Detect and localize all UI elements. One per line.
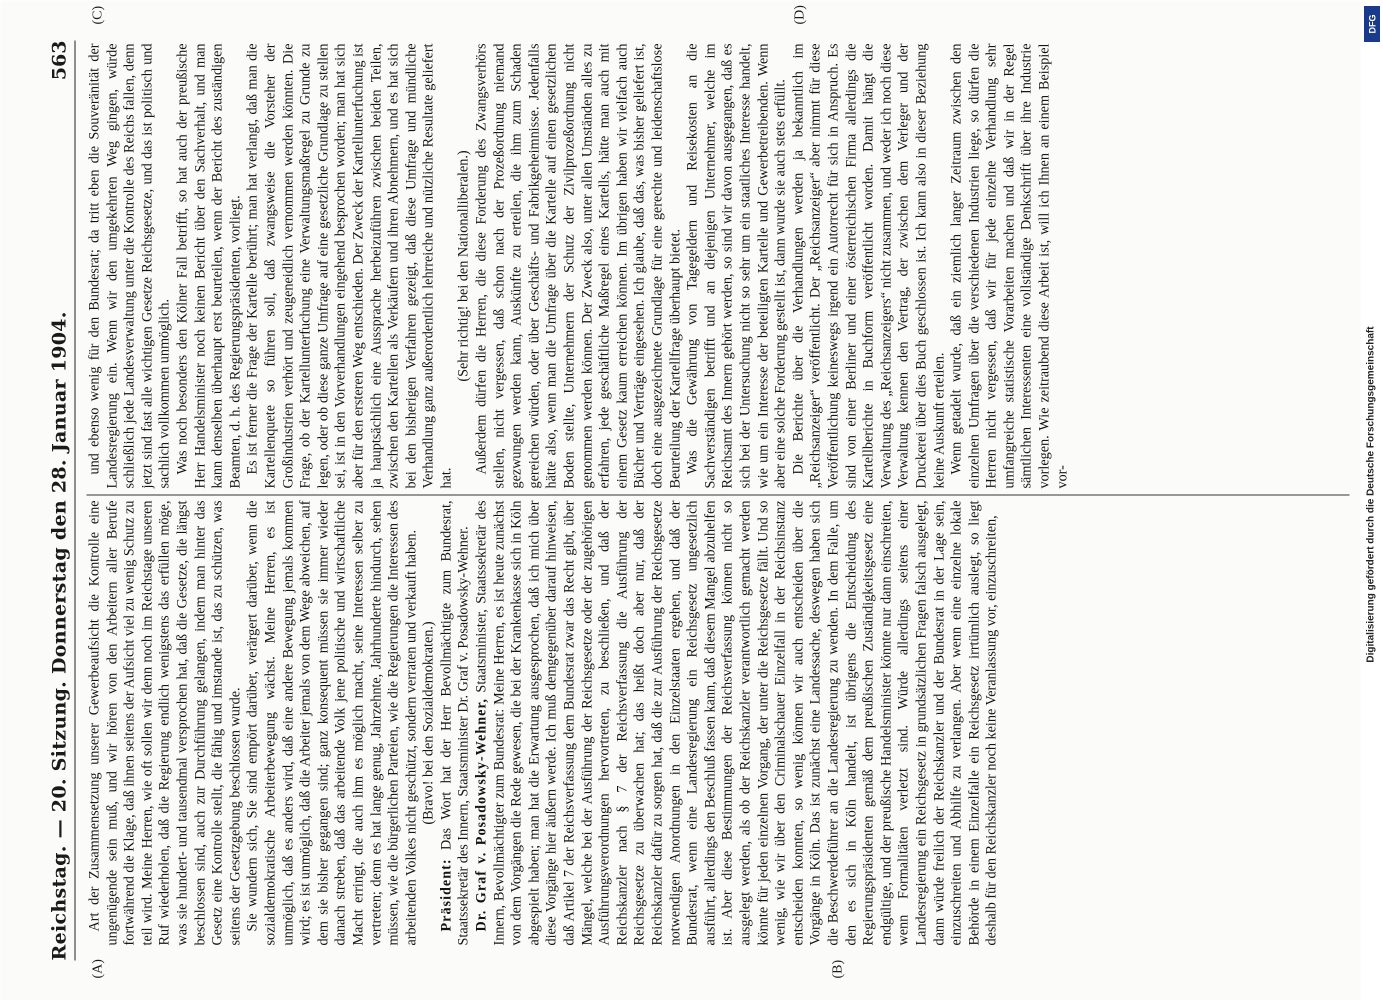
paragraph-text: Das Wort hat der Herr Bevollmächtigte zum Bundesrat, Staatssekretär des Innern, Staatsminister Dr. Graf v. Posadowsky-Wehner. (437, 500, 472, 945)
paragraph: und ebenso wenig für den Bundesrat; da tritt eben die Souveränität der Landesregierung ein. Wenn wir den umgekehrten Weg gingen, würde schließlich jede Landesverwaltung unter die Kontrolle des Reichs fallen, denn jetzt sind fast alle wichtigen Gesetze Reichsgesetze, und das ist politisch und sachlich vollkommen unmöglich. (86, 43, 173, 488)
paragraph: Außerdem dürfen die Herren, die diese Forderung des Zwangsverhörs stellen, nicht vergessen, daß schon nach der Prozeßordnung niemand gezwungen werden kann, Auskünfte zu erteilen, die ihm zum Schaden gereichen würden, oder über Geschäfts- und Fabrikgeheimnisse. Jedenfalls hätte also, wenn man die Umfrage über die Kartelle auf einen gesetzlichen Boden stellte, Unternehmern der Schutz der Zivilprozeßordnung nicht genommen werden können. Der Zweck also, unter allen Umständen alles zu erfahren, jede geschäftliche Maßregel eines Kartells, hätte man auch mit einem Gesetz kaum erreichen können. Im übrigen haben wir vielfach auch Bücher und Verträge eingesehen. Ich glaube, daß das, was bisher geliefert ist, doch eine ausgezeichnete Grundlage für eine gerechte und leidenschaftslose Beurteilung der Kartellfrage überhaupt bietet. (473, 43, 683, 488)
paragraph: Es ist ferner die Frage der Kartelle berührt; man hat verlangt, daß man die Kartellenquete so führen soll, daß zwangsweise die Vorsteher der Großindustrien verhört und zeugeneidlich vernommen werden könnten. Die Frage, ob der Kartellunterfuchung eine Verwaltungsmaßregel zu Grunde zu legen, oder ob diese ganze Umfrage auf eine gesetzliche Grundlage zu stellen sei, ist in den Vorverhandlungen eingehend besprochen worden; man hat sich aber für den ersteren Weg entschieden. Der Zweck der Kartellunterfuchung ist ja hauptsächlich eine Aussprache herbeizuführen zwischen beiden Teilen, zwischen den Kartellen als Verkäufern und ihren Abnehmern, und es hat sich bei den bisherigen Verfahren gezeigt, daß diese Umfrage und mündliche Verhandlung ganz außerordentlich lehrreiche und nützliche Resultate geliefert hat. (244, 43, 454, 488)
paragraph: Was noch besonders den Kölner Fall betrifft, so hat auch der preußische Herr Handelsminister noch keinen Bericht über den Sachverhalt, und man kann denselben überhaupt erst beurteilen, wenn der Bericht des zuständigen Beamten, d. h. des Regierungspräsidenten, vorliegt. (173, 43, 243, 488)
page-header (38, 40, 75, 960)
digitization-credit: Digitalisierung gefördert durch die Deutsche Forschungsgemeinschaft (1365, 326, 1377, 663)
margin-marker-a: (A) (90, 958, 105, 978)
left-column (86, 500, 1353, 945)
paragraph: Art der Zusammensetzung unserer Gewerbeaufsicht die Kontrolle eine ungenügende sein muß, und wir hören von den Arbeitern aller Berufe fortwährend die Klage, daß ihnen seitens der Aufsicht viel zu wenig Schutz zu teil wird. Meine Herren, wie oft sollen wir denn noch im Reichstage unseren Ruf wiederholen, daß die Regierung endlich wenigstens das erfüllen möge, was sie hundert- und tausendmal versprochen hat, daß die Gesetze, die längst beschlossen sind, auch zur Durchführung gelangen, indem man hinter das Gesetz eine Kontrolle stellt, die fähig und imstande ist, das zu schützen, was seitens der Gesetzgebung beschlossen wurde. (86, 500, 243, 945)
speaker-paragraph (438, 500, 473, 945)
page-number: 563 (48, 40, 70, 80)
margin-marker-d: (D) (792, 4, 807, 24)
speaker-paragraph (473, 500, 1001, 945)
margin-marker-b: (B) (830, 959, 845, 978)
applause-note: (Sehr richtig! bei den Nationalliberalen.) (455, 149, 472, 382)
speaker-label: Dr. Graf v. Posadowsky-Wehner, (473, 697, 490, 931)
paragraph: Die Berichte über die Verhandlungen werden ja bekanntlich im „Reichsanzeiger“ veröffentlicht. Der „Reichsanzeiger“ aber nimmt für diese Veröffentlichung keineswegs irgend ein Autorrecht für sich in Anspruch. Es sind von einer Berliner und einer österreichischen Firma allerdings die Kartellberichte in Buchform veröffentlicht worden. Damit hängt die Verwaltung des „Reichsanzeigers“ nicht zusammen, und weder ich noch diese Verwaltung kennen den Vertrag, der zwischen dem Verleger und der Druckerei über dies Buch geschlossen ist. Ich kann also in dieser Beziehung keine Auskunft erteilen. (789, 43, 947, 488)
paragraph: Was die Gewährung von Tagegeldern und Reisekosten an die Sachverständigen betrifft und an diejenigen Unternehmer, welche im Reichsamt des Innern gehört werden, so sind wir davon ausgegangen, daß es sich bei der Untersuchung nicht so sehr um ein staatliches Interesse handelt, wie um ein Interesse der beteiligten Kartelle und Gewerbetreibenden. Wenn aber eine solche Forderung gestellt ist, dann wurde sie auch stets erfüllt. (684, 43, 789, 488)
right-column (86, 43, 1353, 488)
paragraph-text: Staatsminister, Staatssekretär des Innern, Bevollmächtigter zum Bundesrat: Meine Herren, es ist heute zunächst von dem Vorgängen die Rede gewesen, die bei der Krankenkasse sich in Köln abgespielt haben; man hat die Erwartung ausgesprochen, daß ich mich über diese Vorgänge hier äußern werde. Ich muß demgegenüber darauf hinweisen, daß Artikel 7 der Reichsverfassung dem Bundesrat zwar das Recht gibt, über Mängel, welche bei der Ausführung der Reichsgesetze oder der zugehörigen Ausführungsverordnungen hervortreten, zu beschließen, und daß der Reichskanzler nach § 7 der Reichsverfassung die Ausführung der Reichsgesetze zu überwachen hat; das heißt doch aber nur, daß der Reichskanzler dafür zu sorgen hat, daß die zur Ausführung der Reichsgesetze notwendigen Anordnungen in den Einzelstaaten ergehen, und daß der Bundesrat, wenn eine Landesregierung ein Reichsgesetz ungesetzlich ausführt, allerdings den Beschluß fassen kann, daß diesem Mangel abzuhelfen ist. Aber diese Bestimmungen der Reichsverfassung können nicht so ausgelegt werden, als ob der Reichskanzler verantwortlich gemacht werden könnte für jeden einzelnen Vorgang, der unter die Reichsgesetze fällt. Und so wenig, wie wir über den Criminalschauer Einzelfall in der Reichsinstanz entscheiden konnten, so wenig können wir auch entscheiden über die Vorgänge in Köln. Das ist zunächst eine Landessache, deswegen haben sich die Beschwerdeführer an die Landesregierung zu wenden. In dem Falle, um den es sich in Köln handelt, ist übrigens die Entscheidung des Regierungspräsidenten gemäß dem preußischen Zuständigkeitsgesetz eine endgültige, und der preußische Handelsminister könnte nur dann einschreiten, wenn Formalitäten verletzt sind. Würde allerdings seitens einer Landesregierung ein Reichsgesetz in grundsätzlichen Fragen falsch ausgelegt, dann würde freilich der Reichskanzler und der Bundesrat in der Lage sein, einzuschreiten und Abhilfe zu verlangen. Aber wenn eine einzelne lokale Behörde in einem Einzelfalle ein Reichsgesetz irrtümlich auslegt, so liegt deshalb für den Reichskanzler noch keine Veranlassung vor, einzuschreiten, (473, 500, 1000, 945)
paragraph: Wenn getadelt wurde, daß ein ziemlich langer Zeitraum zwischen den einzelnen Umfragen über die verschiedenen Industrien liege, so dürfen die Herren nicht vergessen, daß wir für jede einzelne Verhandlung sehr umfangreiche statistische Vorarbeiten machen und daß wir in der Regel sämtlichen Interessenten eine vollständige Denkschrift über ihre Industrie vorlegen. Wie zeitraubend diese Arbeit ist, will ich Ihnen an einem Beispiel vor- (948, 43, 1070, 488)
page-title: Reichstag. — 20. Sitzung. Donnerstag den 28. Januar 1904. (48, 310, 70, 960)
margin-marker-c: (C) (90, 5, 105, 24)
credit-sidebar (1361, 0, 1383, 1000)
dfg-logo (1364, 6, 1380, 42)
speaker-label: Präsident: (437, 857, 454, 931)
dfg-logo-text: DFG (1367, 14, 1377, 34)
applause-note: (Bravo! bei den Sozialdemokraten.) (420, 620, 437, 825)
paragraph: Sie wundern sich, Sie sind empört darüber, verärgert darüber, wenn die sozialdemokratische Arbeiterbewegung wächst. Meine Herren, es ist unmöglich, daß es anders wird, daß eine andere Bewegung jemals kommen wird; es ist unmöglich, daß die Arbeiter jemals von dem Wege abweichen, auf dem sie bisher gegangen sind; ganz konsequent müssen sie immer wieder danach streben, daß das arbeitende Volk jene politische und wirtschaftliche Macht erringt, die auch ihm es möglich macht, seine Interessen selber zu vertreten; denn es hat lange genug, Jahrzehnte, Jahrhunderte hindurch, sehen müssen, wie die bürgerlichen Parteien, wie die Regierungen die Interessen des arbeitenden Volkes nicht geschützt, sondern verraten und verkauft haben. (244, 500, 419, 945)
column-divider (86, 494, 1349, 495)
